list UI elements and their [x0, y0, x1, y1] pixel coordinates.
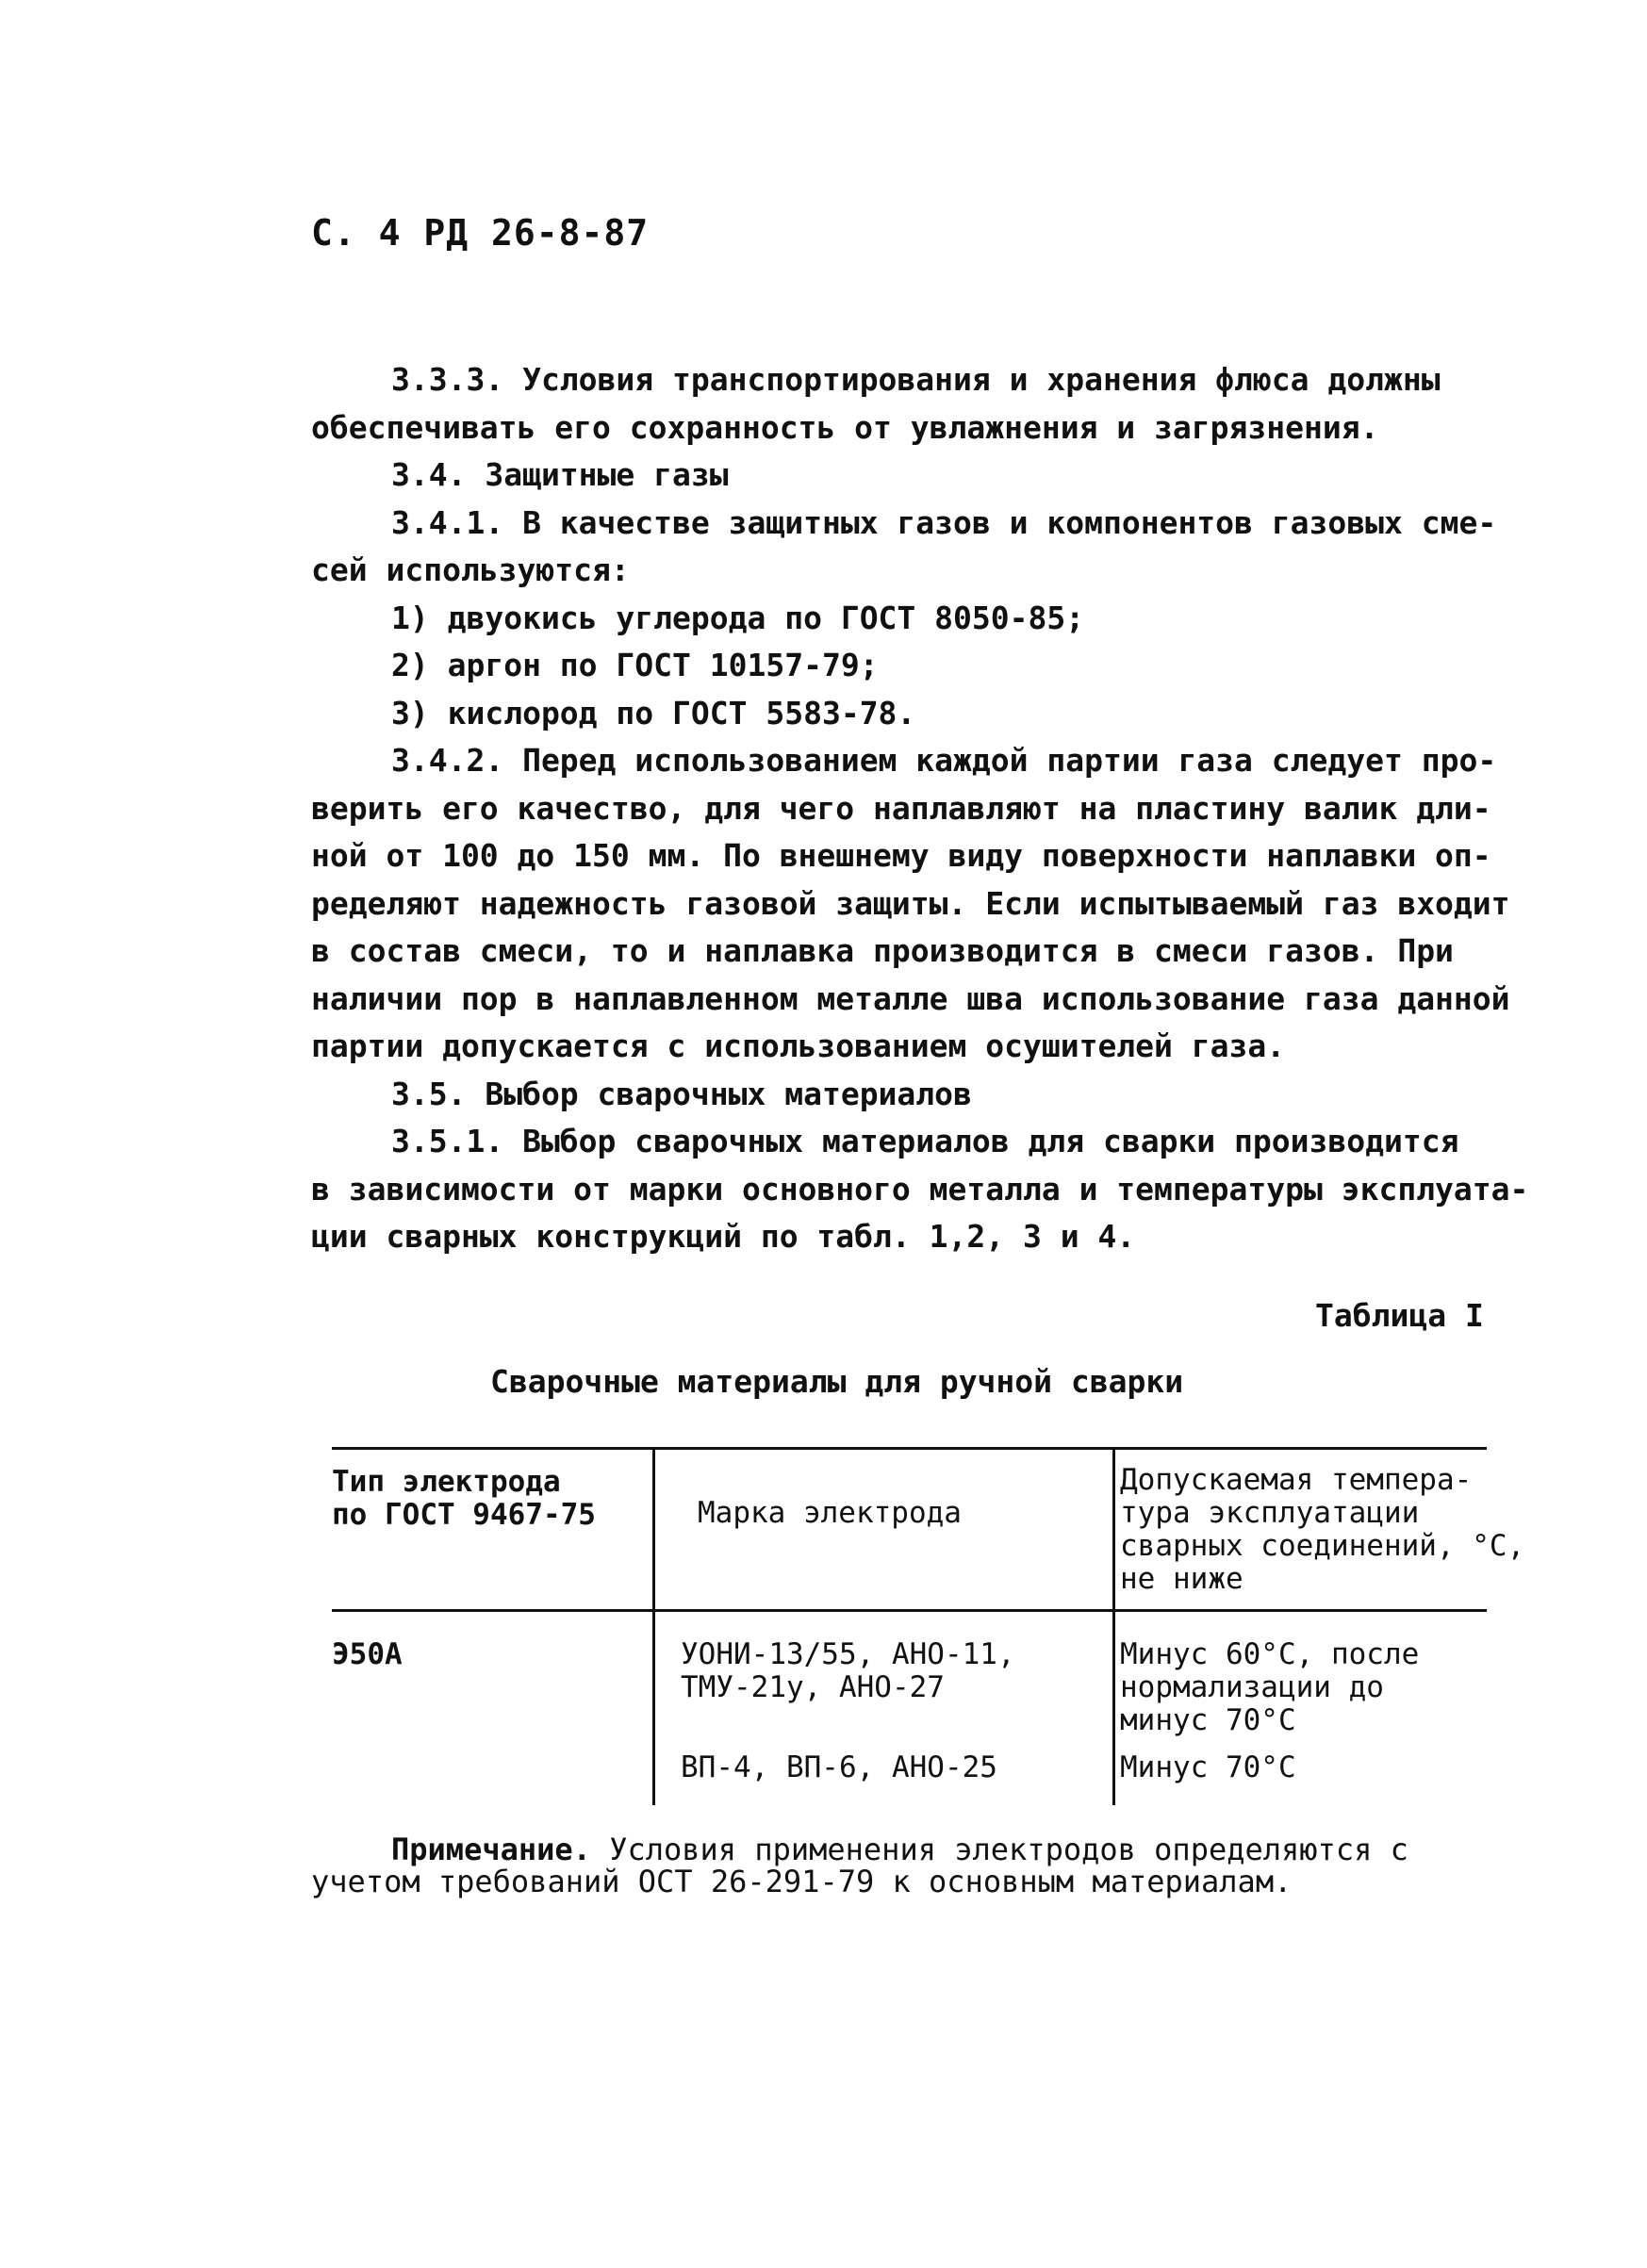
note-label: Примечание. — [391, 1832, 591, 1867]
table-title: Сварочные материалы для ручной сварки — [490, 1363, 1184, 1400]
paragraph-line: 3.4.1. В качестве защитных газов и компонентов газовых сме- — [391, 503, 1497, 541]
paragraph-line: сей используются: — [311, 551, 630, 588]
paragraph-line: ции сварных конструкций по табл. 1,2, 3 и 4. — [311, 1218, 1136, 1255]
cell-electrode-type: Э50А — [332, 1637, 403, 1671]
header-line: Марка электрода — [698, 1496, 962, 1530]
list-item: 2) аргон по ГОСТ 10157-79; — [391, 647, 879, 683]
paragraph-line: верить его качество, для чего наплавляют на пластину валик дли- — [311, 789, 1491, 827]
paragraph-line: обеспечивать его сохранность от увлажнения и загрязнения. — [311, 408, 1379, 446]
table-col-divider — [652, 1447, 655, 1805]
paragraph-line: ределяют надежность газовой защиты. Если испытываемый газ входит — [311, 884, 1510, 922]
header-line: Тип электрода — [332, 1465, 561, 1499]
cell-line: УОНИ-13/55, АНО-11, — [681, 1637, 1015, 1671]
note-text: Условия применения электродов определяются с — [609, 1832, 1408, 1867]
header-line: Допускаемая темпера- — [1120, 1463, 1473, 1497]
paragraph-line: партии допускается с использованием осушителей газа. — [311, 1027, 1286, 1064]
note-line: учетом требований ОСТ 26-291-79 к основным материалам. — [311, 1864, 1293, 1899]
header-line: по ГОСТ 9467-75 — [332, 1498, 596, 1532]
table-number: Таблица I — [1315, 1297, 1484, 1334]
header-electrode-type — [332, 1466, 596, 1532]
header-temperature — [1120, 1464, 1524, 1596]
header-line: не ниже — [1120, 1562, 1243, 1596]
paragraph-line: 3.3.3. Условия транспортирования и хранения флюса должны — [391, 361, 1441, 398]
cell-electrode-brand: ВП-4, ВП-6, АНО-25 — [681, 1750, 997, 1784]
paragraph-line: наличии пор в наплавленном металле шва использование газа данной — [311, 979, 1510, 1017]
paragraph-line: в состав смеси, то и наплавка производится в смеси газов. При — [311, 932, 1454, 969]
list-item: 1) двуокись углерода по ГОСТ 8050-85; — [391, 599, 1085, 636]
header-electrode-brand — [698, 1497, 962, 1530]
page-header: С. 4 РД 26-8-87 — [311, 212, 650, 254]
table-note — [311, 1833, 1408, 1898]
cell-line: нормализации до — [1120, 1670, 1384, 1704]
list-item: 3) кислород по ГОСТ 5583-78. — [391, 694, 916, 731]
cell-line: Минус 60°С, после — [1120, 1637, 1420, 1671]
body-text — [311, 356, 1537, 1261]
cell-electrode-brand — [681, 1638, 1015, 1704]
paragraph-line: в зависимости от марки основного металла и температуры эксплуата- — [311, 1170, 1529, 1208]
section-heading: 3.4. Защитные газы — [391, 456, 729, 493]
header-line: сварных соединений, °С, — [1120, 1529, 1525, 1563]
note-line — [311, 1833, 1408, 1865]
cell-temperature: Минус 70°С — [1120, 1750, 1296, 1784]
table-col-divider — [1112, 1447, 1115, 1805]
paragraph-line: ной от 100 до 150 мм. По внешнему виду поверхности наплавки оп- — [311, 837, 1491, 874]
cell-line: минус 70°С — [1120, 1703, 1296, 1737]
table-header-rule — [332, 1609, 1487, 1612]
section-heading: 3.5. Выбор сварочных материалов — [391, 1075, 972, 1112]
header-line: тура эксплуатации — [1120, 1496, 1420, 1530]
table-top-rule — [332, 1447, 1487, 1450]
paragraph-line: 3.4.2. Перед использованием каждой партии газа следует про- — [391, 742, 1497, 779]
paragraph-line: 3.5.1. Выбор сварочных материалов для сварки производится — [391, 1123, 1459, 1159]
cell-temperature — [1120, 1638, 1419, 1737]
cell-line: ТМУ-21у, АНО-27 — [681, 1670, 945, 1704]
